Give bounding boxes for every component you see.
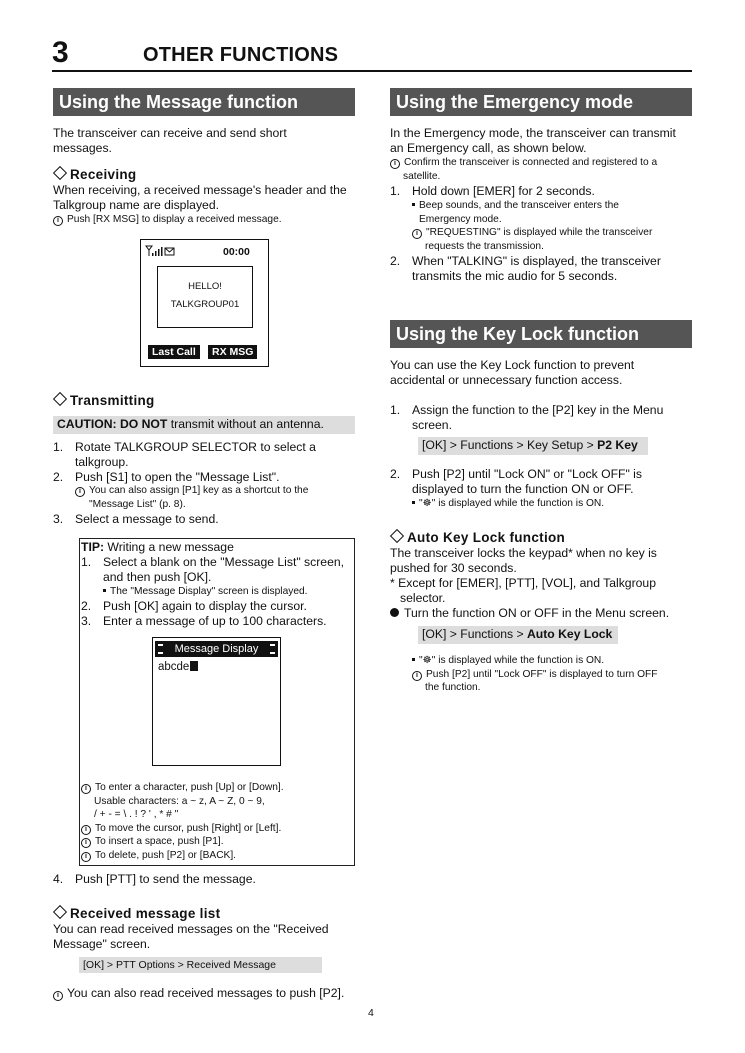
tip-step-1: 1. Select a blank on the "Message List" screen, and then push [OK]. [81,555,345,584]
chapter-number: 3 [52,36,69,69]
bullet-icon [103,589,106,592]
info-icon: i [412,229,422,239]
autokey-text: The transceiver locks the keypad* when no key is pushed for 30 seconds. * Except for [EMER], [PTT], [VOL], and Talkgroup selector. Turn the function ON or OFF in the Menu screen. [390,546,670,620]
autokey-heading: Auto Key Lock function [390,530,565,545]
softkey-rx-msg: RX MSG [208,345,257,359]
transmitting-heading: Transmitting [53,393,155,408]
info-icon: i [81,838,91,848]
tip-step-2: 2. Push [OK] again to display the cursor. [81,599,307,613]
emergency-note: i Confirm the transceiver is connected and registered to a satellite. [390,156,657,183]
tip-step-3: 3. Enter a message of up to 100 characters. [81,614,327,628]
tip-step-1-note: The "Message Display" screen is displayed. [103,585,308,599]
message-display-titlebar: Message Display [155,641,278,657]
autokey-menu-path: [OK] > Functions > Auto Key Lock [418,626,618,644]
diamond-icon [53,392,67,406]
receiving-note: i Push [RX MSG] to display a received message. [53,213,282,227]
emergency-step-1-details: Beep sounds, and the transceiver enters the Emergency mode. i "REQUESTING" is displayed while the transceiver requests the transmission. [412,199,652,253]
transmit-step-4: 4. Push [PTT] to send the message. [53,872,256,886]
scroll-marker-icon [158,644,163,654]
autokey-notes: "☸" is displayed while the function is ON. i Push [P2] until "Lock OFF" is displayed to turn OFF the function. [412,654,657,695]
bullet-icon [412,501,415,504]
header-rule [52,70,692,72]
caution-box: CAUTION: DO NOT transmit without an antenna. [53,416,355,434]
message-box: HELLO! TALKGROUP01 [157,266,253,328]
tip-title: TIP: Writing a new message [81,540,234,554]
keylock-menu-path: [OK] > Functions > Key Setup > P2 Key [418,437,648,455]
info-icon: i [53,991,63,1001]
info-icon: i [390,159,400,169]
message-display-screen [152,637,281,766]
keylock-step-2: 2. Push [P2] until "Lock ON" or "Lock OFF" is displayed to turn the function ON or OFF. [390,467,642,496]
received-list-note: i You can also read received messages to push [P2]. [53,986,344,1001]
display-time: 00:00 [223,246,250,258]
section-title-message: Using the Message function [53,88,355,116]
emergency-step-1: 1. Hold down [EMER] for 2 seconds. [390,184,595,198]
emergency-step-2: 2. When "TALKING" is displayed, the transceiver transmits the mic audio for 5 seconds. [390,254,661,283]
info-icon: i [81,784,91,794]
keylock-intro: You can use the Key Lock function to prevent accidental or unnecessary function access. [390,358,635,387]
signal-icon [145,245,175,260]
transmit-step-1: 1. Rotate TALKGROUP SELECTOR to select a talkgroup. [53,440,316,469]
received-list-text: You can read received messages on the "Received Message" screen. [53,922,329,951]
diamond-icon [53,905,67,919]
section-title-keylock: Using the Key Lock function [390,320,692,348]
receiving-heading: Receiving [53,167,136,182]
softkey-last-call: Last Call [148,345,200,359]
bullet-icon [412,203,415,206]
received-message-display [140,239,269,367]
message-intro: The transceiver can receive and send short messages. [53,126,287,155]
cursor-icon [190,661,198,671]
emergency-intro: In the Emergency mode, the transceiver can transmit an Emergency call, as shown below. [390,126,676,155]
tip-notes: i To enter a character, push [Up] or [Down]. Usable characters: a ~ z, A ~ Z, 0 ~ 9, / + - = \ . ! ? ' , * # " i To move the cursor, push [Right] or [Left]. i To insert a space, push [P1]. i To delete, push [P2] or [BACK]. [81,781,284,862]
received-list-heading: Received message list [53,906,220,921]
transmit-step-3: 3. Select a message to send. [53,512,219,526]
info-icon: i [81,852,91,862]
diamond-icon [53,166,67,180]
bullet-dot-icon [390,608,399,617]
info-icon: i [81,825,91,835]
transmit-step-2: 2. Push [S1] to open the "Message List". [53,470,280,484]
transmit-step-2-note: i You can also assign [P1] key as a shortcut to the "Message List" (p. 8). [75,484,308,511]
bullet-icon [412,658,415,661]
info-icon: i [412,671,422,681]
info-icon: i [53,216,63,226]
received-list-path: [OK] > PTT Options > Received Message [79,957,322,973]
info-icon: i [75,487,85,497]
section-title-emergency: Using the Emergency mode [390,88,692,116]
keylock-step-2-note: "☸" is displayed while the function is ON. [412,497,604,511]
receiving-text: When receiving, a received message's header and the Talkgroup name are displayed. [53,183,347,212]
diamond-icon [390,529,404,543]
scroll-marker-icon [270,644,275,654]
keylock-step-1: 1. Assign the function to the [P2] key in the Menu screen. [390,403,664,432]
chapter-title: OTHER FUNCTIONS [143,44,339,66]
message-text: abcde [158,661,198,673]
page-number: 4 [368,1007,374,1019]
